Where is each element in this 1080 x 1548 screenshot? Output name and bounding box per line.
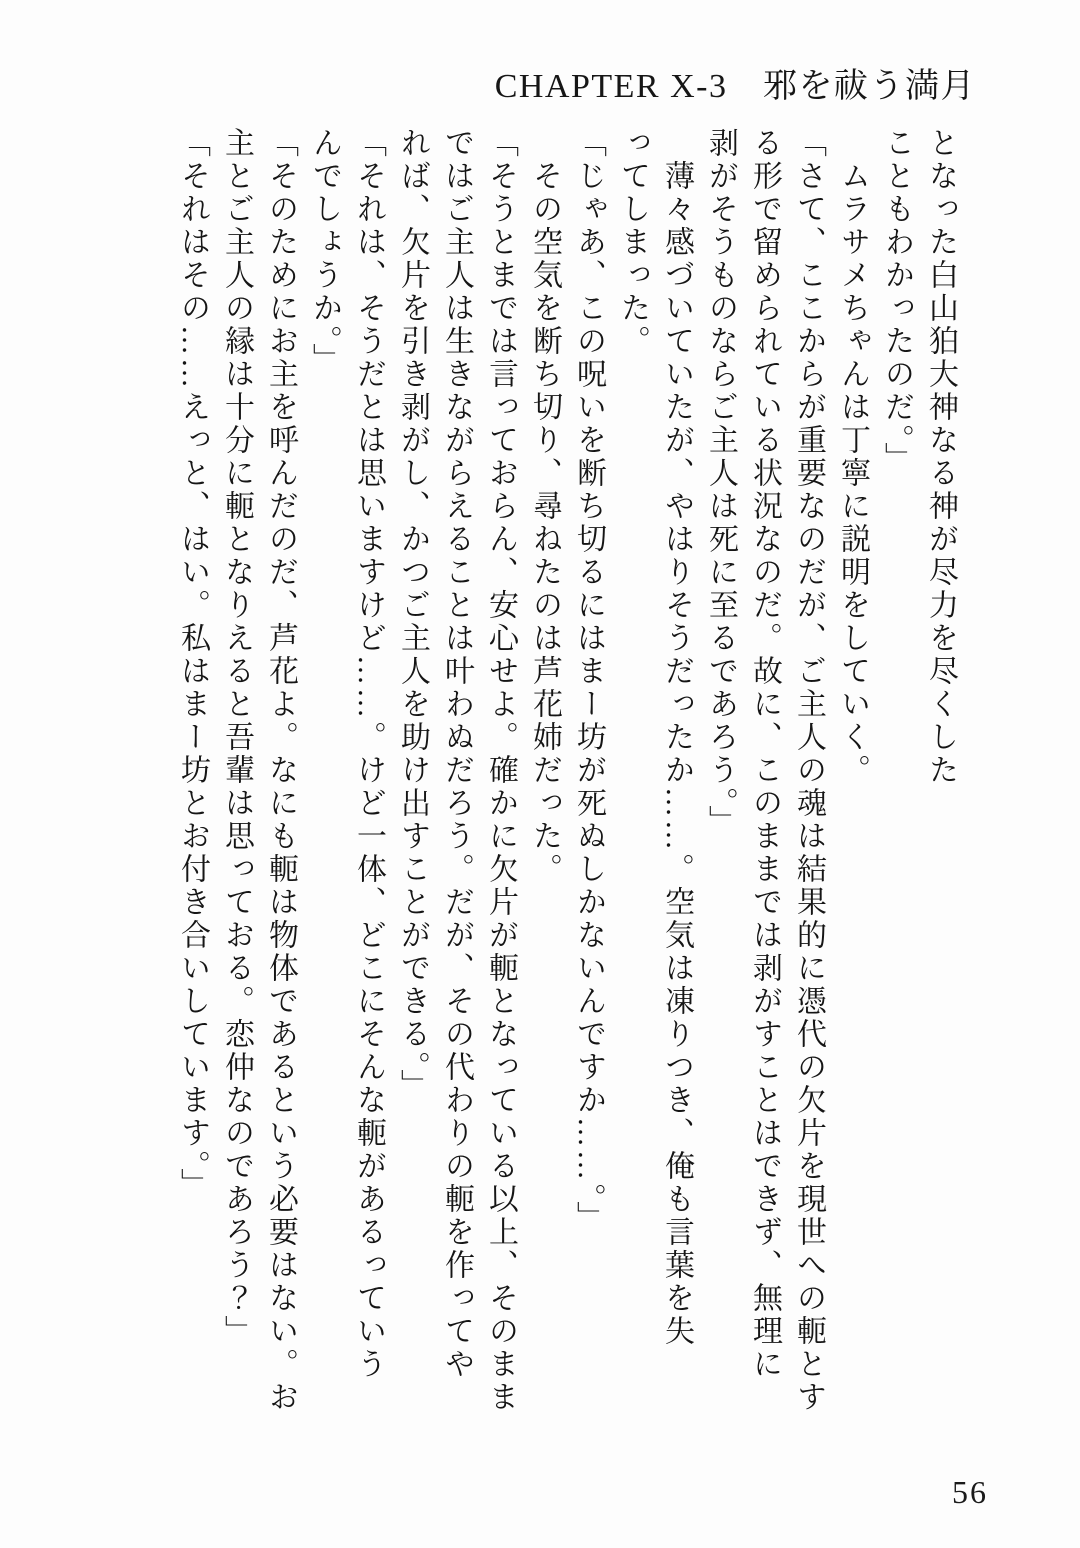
text-column: ではご主人は生きながらえることは叶わぬだろう。だが、その代わりの軛を作ってや [440, 127, 473, 1381]
text-column: れば、欠片を引き剥がし、かつご主人を助け出すことができる。」 [396, 127, 429, 1102]
text-body [162, 127, 962, 1447]
text-column: る形で留められている状況なのだ。故に、このままでは剥がすことはできず、無理に [748, 127, 781, 1381]
text-column: 剥がそうものならご主人は死に至るであろう。」 [704, 127, 737, 838]
text-column: ムラサメちゃんは丁寧に説明をしていく。 [836, 160, 869, 787]
chapter-header: CHAPTER X-3 邪を祓う満月 [494, 68, 976, 105]
text-column: んでしょうか。」 [308, 127, 341, 376]
text-column: 薄々感づいていたが、やはりそうだったか……。空気は凍りつき、俺も言葉を失 [660, 160, 693, 1348]
page-number: 56 [952, 1474, 988, 1510]
text-column: 「そのためにお主を呼んだのだ、芦花よ。なにも軛は物体であるという必要はない。お [264, 127, 297, 1414]
text-column: 主とご主人の縁は十分に軛となりえると吾輩は思っておる。恋仲なのであろう？」 [220, 127, 253, 1348]
text-column: となった白山狛大神なる神が尽力を尽くした [924, 127, 957, 787]
text-column: 「そうとまでは言っておらん、安心せよ。確かに欠片が軛となっている以上、そのまま [484, 127, 517, 1414]
text-column: 「それはその……えっと、はい。私はまー坊とお付き合いしています。」 [176, 127, 209, 1201]
text-column: 「じゃあ、この呪いを断ち切るにはまー坊が死ぬしかないんですか……。」 [572, 127, 605, 1234]
text-column: その空気を断ち切り、尋ねたのは芦花姉だった。 [528, 160, 561, 886]
text-column: 「さて、ここからが重要なのだが、ご主人の魂は結果的に憑代の欠片を現世への軛とす [792, 127, 825, 1414]
text-column: ってしまった。 [616, 127, 649, 358]
text-column: 「それは、そうだとは思いますけど……。けど一体、どこにそんな軛があるっていう [352, 127, 385, 1381]
text-column: こともわかったのだ。」 [880, 127, 913, 475]
